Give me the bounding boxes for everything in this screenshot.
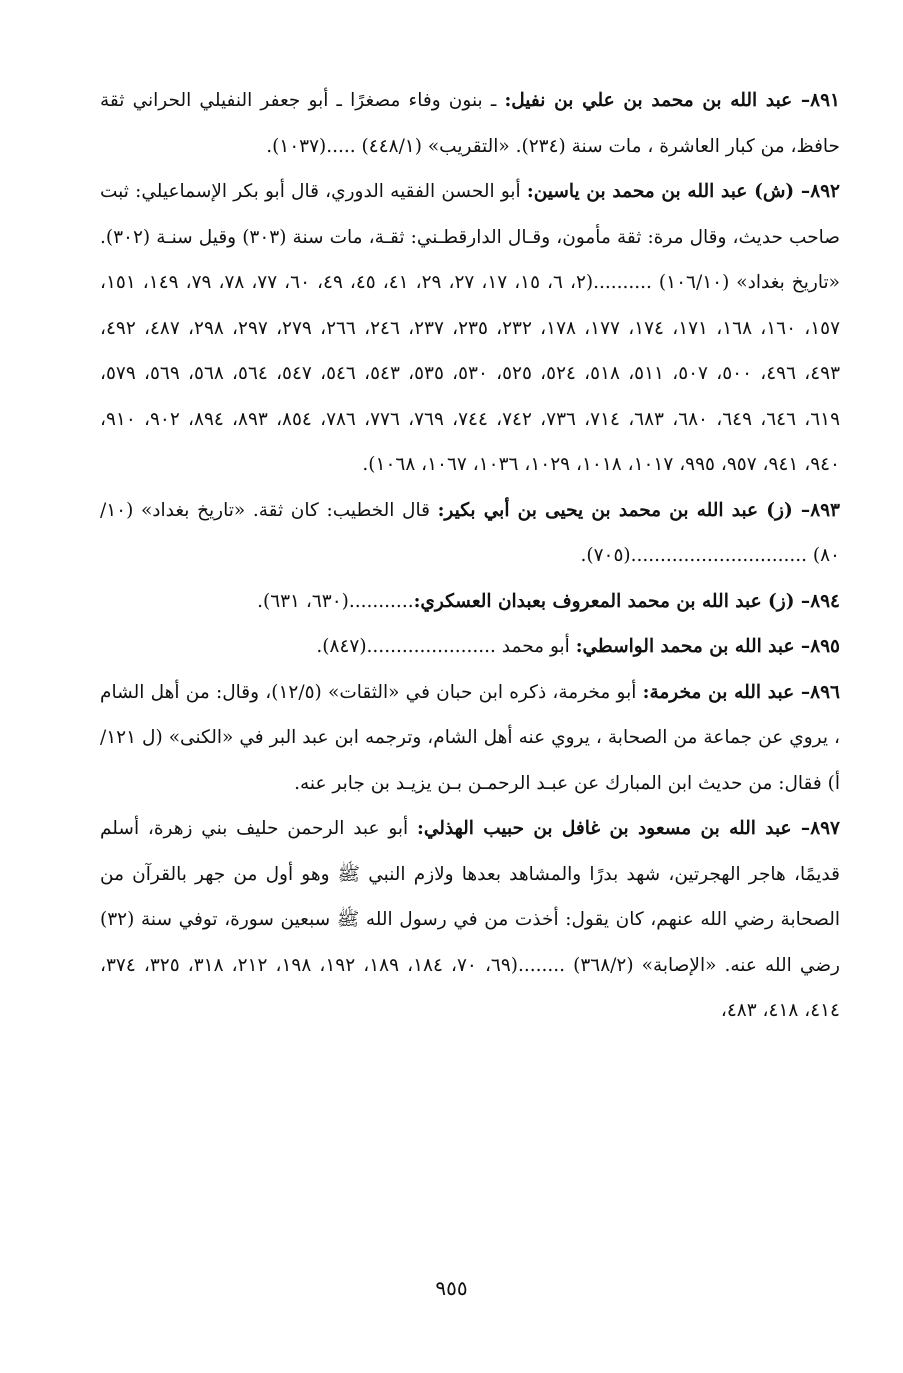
entry-895 [100,624,840,670]
entry-895-heading: ٨٩٥– عبد الله بن محمد الواسطي: [575,636,840,657]
entry-892 [100,169,840,488]
entry-892-heading: ٨٩٢– (ش) عبد الله بن محمد بن ياسين: [526,181,840,202]
entry-895-text: أبو محمد ......................(٨٤٧). [316,636,570,657]
document-page [100,78,840,1288]
entry-893-text: قال الخطيب: كان ثقة. «تاريخ بغداد» (١٠/ ٨٠) ..............................(٧٠٥). [100,499,840,566]
entry-893 [100,488,840,579]
entry-891-heading: ٨٩١– عبد الله بن محمد بن علي بن نفيل: [504,90,840,111]
entry-896-heading: ٨٩٦– عبد الله بن مخرمة: [642,681,840,703]
entry-893-heading: ٨٩٣– (ز) عبد الله بن محمد بن يحيى بن أبي بكير: [437,499,840,521]
entry-891 [100,78,840,169]
entry-897 [100,806,840,1034]
entry-891-text: ـ بنون وفاء مصغرًا ـ أبو جعفر النفيلي الحراني ثقة حافظ، من كبار العاشرة ، مات سنة (٢٣٤). «التقريب» (٤٤٨/١) .....(١٠٣٧). [100,90,840,157]
entry-892-text: أبو الحسن الفقيه الدوري، قال أبو بكر الإسماعيلي: ثبت صاحب حديث، وقال مرة: ثقة مأمون، وقـال الدارقطـني: ثقـة، مات سنة (٣٠٣) وقيل سنـة (٣٠٢). «تاريخ بغداد» (١٠٦/١٠) ..........(٢، ٦، ١٥، ١٧، ٢٧، ٢٩، ٤١، ٤٥، ٤٩، ٦٠، ٧٧، ٧٨، ٧٩، ١٤٩، ١٥١، ١٥٧، ١٦٠، ١٦٨، ١٧١، ١٧٤، ١٧٧، ١٧٨، ٢٣٢، ٢٣٥، ٢٣٧، ٢٤٦، ٢٦٦، ٢٧٩، ٢٩٧، ٢٩٨، ٤٨٧، ٤٩٢، ٤٩٣، ٤٩٦، ٥٠٠، ٥٠٧، ٥١١، ٥١٨، ٥٢٤، ٥٢٥، ٥٣٠، ٥٣٥، ٥٤٣، ٥٤٦، ٥٤٧، ٥٦٤، ٥٦٨، ٥٦٩، ٥٧٩، ٦١٩، ٦٤٦، ٦٤٩، ٦٨٠، ٦٨٣، ٧١٤، ٧٣٦، ٧٤٢، ٧٤٤، ٧٦٩، ٧٧٦، ٧٨٦، ٨٥٤، ٨٩٣، ٨٩٤، ٩٠٢، ٩١٠، ٩٤٠، ٩٤١، ٩٥٧، ٩٩٥، ١٠١٧، ١٠١٨، ١٠٢٩، ١٠٣٦، ١٠٦٧، ١٠٦٨). [100,181,840,475]
entry-894-heading: ٨٩٤– (ز) عبد الله بن محمد المعروف بعبدان العسكري: [413,590,840,612]
entry-894 [100,579,840,625]
entry-894-text: ...........(٦٣٠، ٦٣١). [257,590,414,612]
entry-896 [100,670,840,807]
page-number: ٩٥٥ [435,1276,468,1300]
entry-896-text: أبو مخرمة، ذكره ابن حبان في «الثقات» (١٢/٥)، وقال: من أهل الشام ، يروي عن جماعة من الصحابة ، يروي عنه أهل الشام، وترجمه ابن عبد البر في «الكنى» (ل ١٢١/ أ) فقال: من حديث ابن المبارك عن عبـد الرحمـن بـن يزيـد بن جابر عنه. [100,681,840,794]
entry-897-heading: ٨٩٧– عبد الله بن مسعود بن غافل بن حبيب الهذلي: [416,818,840,839]
entry-897-text: أبو عبد الرحمن حليف بني زهرة، أسلم قديمًا، هاجر الهجرتين، شهد بدرًا والمشاهد بعدها ولازم النبي ﷺ وهو أول من جهر بالقرآن من الصحابة رضي الله عنهم، كان يقول: أخذت من في رسول الله ﷺ سبعين سورة، توفي سنة (٣٢) رضي الله عنه. «الإصابة» (٣٦٨/٢) ........(٦٩، ٧٠، ١٨٤، ١٨٩، ١٩٢، ١٩٨، ٢١٢، ٣١٨، ٣٢٥، ٣٧٤، ٤١٤، ٤١٨، ٤٨٣، [100,818,840,1021]
